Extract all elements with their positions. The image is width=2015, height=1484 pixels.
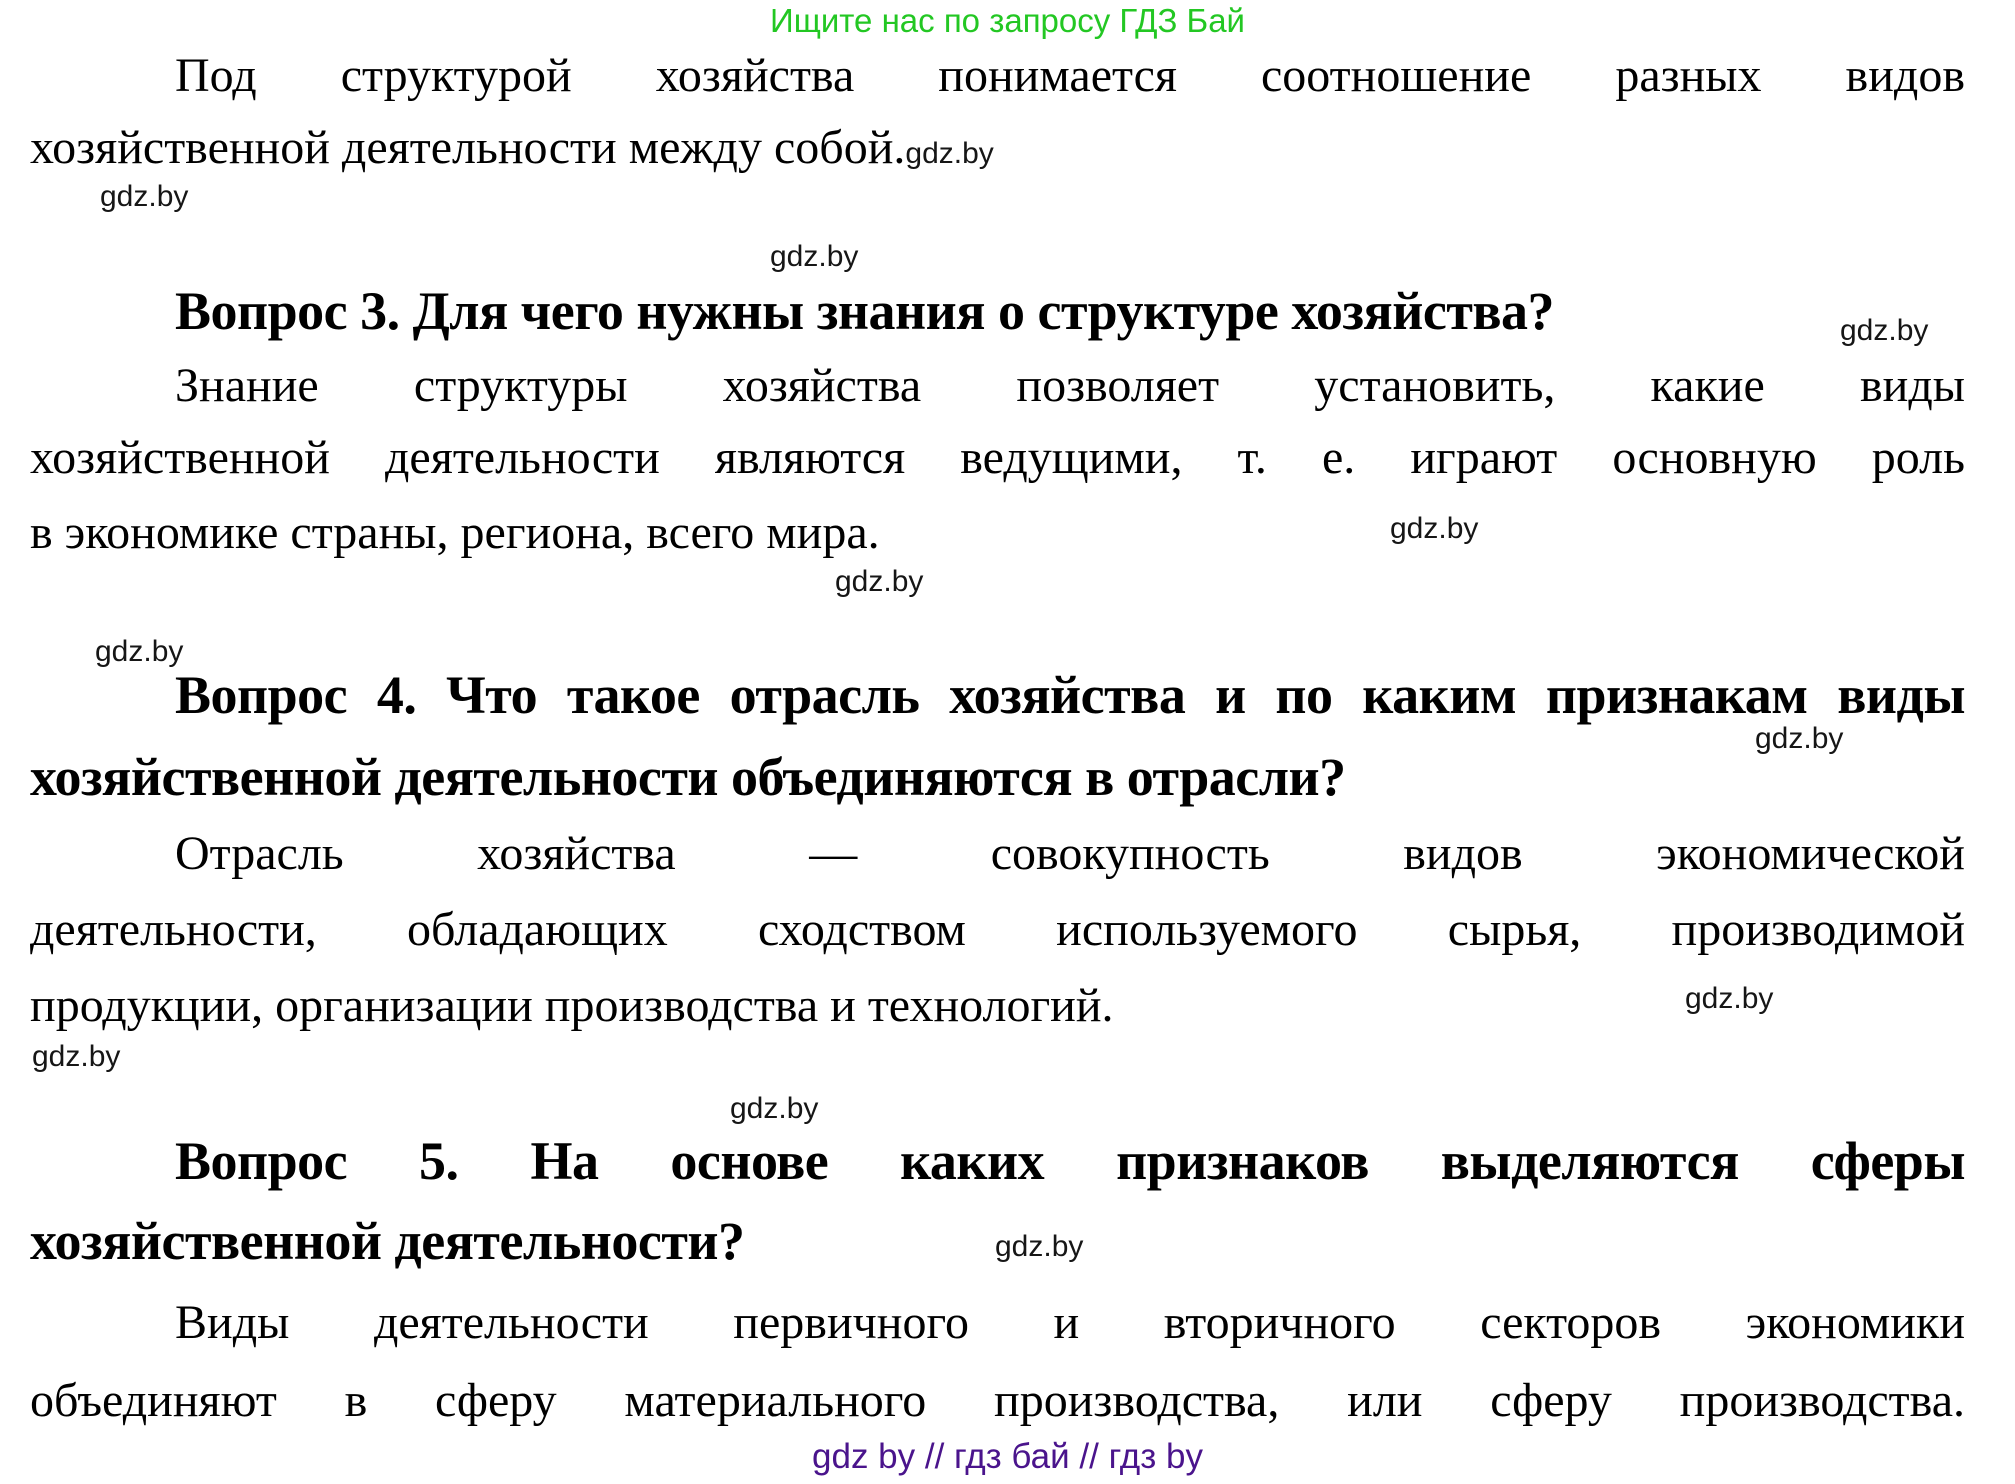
question-5-answer-line-2: объединяют в сферу материального производства, или сферу производства. — [30, 1374, 1965, 1427]
question-3-answer-line-3: в экономике страны, региона, всего мира. — [30, 506, 880, 559]
question-3-heading: Вопрос 3. Для чего нужны знания о структуре хозяйства? — [175, 281, 1555, 341]
gdz-watermark: gdz.by — [905, 137, 994, 170]
question-5-answer-line-1: Виды деятельности первичного и вторичного секторов экономики — [175, 1296, 1965, 1349]
question-4-answer-line-3: продукции, организации производства и технологий. — [30, 979, 1114, 1032]
footer-watermark: gdz by // гдз бай // гдз by — [812, 1437, 1203, 1476]
question-5-heading-line-1: Вопрос 5. На основе каких признаков выделяются сферы — [175, 1131, 1965, 1191]
question-4-heading-line-2: хозяйственной деятельности объединяются в отрасли? — [30, 747, 1346, 807]
gdz-watermark: gdz.by — [730, 1092, 819, 1125]
question-3-answer-line-1: Знание структуры хозяйства позволяет установить, какие виды — [175, 359, 1965, 412]
question-4-answer-line-2: деятельности, обладающих сходством используемого сырья, производимой — [30, 903, 1965, 956]
intro-line-1: Под структурой хозяйства понимается соотношение разных видов — [175, 49, 1965, 102]
question-4-heading-line-1: Вопрос 4. Что такое отрасль хозяйства и по каким признакам виды — [175, 665, 1965, 725]
gdz-watermark: gdz.by — [95, 635, 184, 668]
gdz-watermark: gdz.by — [1755, 722, 1844, 755]
gdz-watermark: gdz.by — [1390, 512, 1479, 545]
gdz-watermark: gdz.by — [32, 1040, 121, 1073]
intro-line-2 — [30, 120, 1965, 175]
gdz-watermark: gdz.by — [100, 180, 189, 213]
gdz-watermark: gdz.by — [770, 240, 859, 273]
question-3-answer-line-2: хозяйственной деятельности являются ведущими, т. е. играют основную роль — [30, 431, 1965, 484]
gdz-watermark: gdz.by — [1685, 982, 1774, 1015]
promo-banner: Ищите нас по запросу ГДЗ Бай — [770, 2, 1245, 39]
question-4-answer-line-1: Отрасль хозяйства — совокупность видов экономической — [175, 827, 1965, 880]
gdz-watermark: gdz.by — [995, 1230, 1084, 1263]
intro-line-2-text: хозяйственной деятельности между собой. — [30, 121, 906, 174]
gdz-watermark: gdz.by — [835, 565, 924, 598]
question-5-heading-line-2: хозяйственной деятельности? — [30, 1211, 745, 1271]
gdz-watermark: gdz.by — [1840, 314, 1929, 347]
